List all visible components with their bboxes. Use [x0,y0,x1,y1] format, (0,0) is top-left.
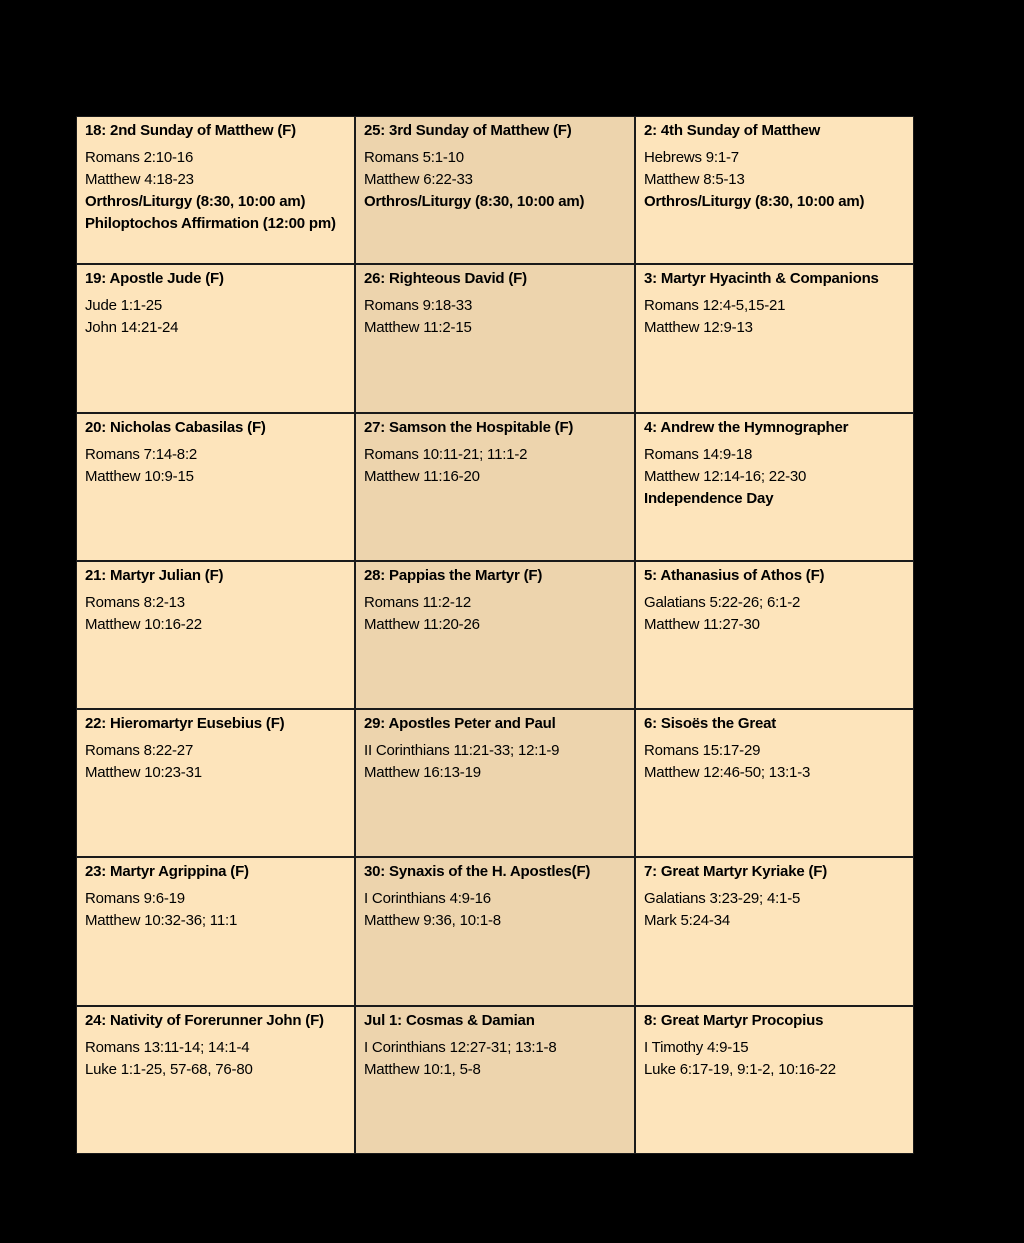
reading-line: I Timothy 4:9-15 [644,1038,749,1056]
calendar-cell [76,709,355,857]
cell-readings [644,295,905,339]
cell-readings [85,295,346,339]
calendar-cell [635,709,914,857]
cell-title: 18: 2nd Sunday of Matthew (F) [85,122,296,139]
reading-line: Matthew 8:5-13 [644,171,745,188]
reading-line: Matthew 11:20-26 [364,615,480,633]
cell-readings [364,1037,626,1081]
reading-line: Jude 1:1-25 [85,297,163,315]
reading-line: Matthew 10:16-22 [85,615,202,633]
reading-line: Romans 8:22-27 [85,742,194,760]
cell-readings [644,740,905,784]
reading-line: Romans 8:2-13 [85,593,185,611]
cell-title: Jul 1: Cosmas & Damian [364,1011,535,1029]
calendar-cell [76,857,355,1005]
reading-line: Matthew 12:14-16; 22-30 [644,467,807,485]
cell-title: 24: Nativity of Forerunner John (F) [85,1011,324,1029]
reading-line: Matthew 11:16-20 [364,467,480,485]
cell-title: 3: Martyr Hyacinth & Companions [644,270,879,288]
calendar-cell [355,709,635,857]
calendar-cell [635,264,914,412]
reading-line: Luke 1:1-25, 57-68, 76-80 [85,1060,253,1078]
reading-line: Matthew 12:9-13 [644,319,753,337]
calendar-cell [635,116,914,264]
reading-line: Matthew 10:1, 5-8 [364,1060,481,1078]
reading-line: Romans 13:11-14; 14:1-4 [85,1038,250,1056]
cell-readings [364,444,626,488]
reading-line: Galatians 5:22-26; 6:1-2 [644,593,801,611]
reading-line: Romans 10:11-21; 11:1-2 [364,445,528,463]
reading-line: Matthew 11:2-15 [364,319,472,337]
reading-line: Matthew 12:46-50; 13:1-3 [644,764,811,782]
reading-line: John 14:21-24 [85,319,179,337]
cell-title: 19: Apostle Jude (F) [85,270,224,288]
cell-readings [364,147,626,213]
reading-line: Romans 14:9-18 [644,445,753,463]
cell-readings [364,888,626,932]
calendar-cell [76,264,355,412]
cell-title: 28: Pappias the Martyr (F) [364,566,543,584]
calendar-cell [355,413,635,561]
calendar-cell [355,561,635,709]
cell-readings [85,888,346,932]
reading-line: Matthew 10:32-36; 11:1 [85,912,238,930]
cell-readings [644,444,905,510]
calendar-cell [355,264,635,412]
cell-title: 8: Great Martyr Procopius [644,1011,824,1029]
calendar-grid [75,115,913,1155]
cell-title: 22: Hieromartyr Eusebius (F) [85,715,285,733]
cell-title: 2: 4th Sunday of Matthew [644,122,821,139]
calendar-cell [355,1006,635,1154]
cell-title: 26: Righteous David (F) [364,270,527,288]
cell-title: 25: 3rd Sunday of Matthew (F) [364,122,572,139]
cell-title: 29: Apostles Peter and Paul [364,715,556,733]
reading-line: Mark 5:24-34 [644,912,730,930]
calendar-cell [355,857,635,1005]
cell-title: 5: Athanasius of Athos (F) [644,566,825,584]
cell-title: 4: Andrew the Hymnographer [644,418,849,436]
cell-title: 20: Nicholas Cabasilas (F) [85,418,266,436]
cell-readings [85,444,346,488]
reading-line: II Corinthians 11:21-33; 12:1-9 [364,742,560,760]
reading-line: Matthew 4:18-23 [85,171,194,188]
service-note: Orthros/Liturgy (8:30, 10:00 am) [85,193,306,210]
reading-line: Romans 11:2-12 [364,593,471,611]
calendar-cell [635,413,914,561]
cell-title: 23: Martyr Agrippina (F) [85,863,249,881]
service-note: Orthros/Liturgy (8:30, 10:00 am) [644,193,865,210]
reading-line: Romans 7:14-8:2 [85,445,198,463]
cell-title: 27: Samson the Hospitable (F) [364,418,574,436]
calendar-cell [635,1006,914,1154]
cell-title: 7: Great Martyr Kyriake (F) [644,863,828,881]
reading-line: Matthew 11:27-30 [644,615,760,633]
reading-line: Matthew 6:22-33 [364,171,473,188]
cell-readings [85,1037,346,1081]
reading-line: Romans 9:6-19 [85,890,185,908]
service-note: Independence Day [644,489,774,507]
service-note: Orthros/Liturgy (8:30, 10:00 am) [364,193,585,210]
cell-title: 30: Synaxis of the H. Apostles(F) [364,863,591,881]
reading-line: Romans 5:1-10 [364,149,464,166]
cell-readings [85,740,346,784]
cell-readings [85,147,346,235]
reading-line: Romans 2:10-16 [85,149,194,166]
reading-line: Matthew 10:23-31 [85,764,202,782]
cell-readings [364,740,626,784]
cell-title: 6: Sisoës the Great [644,715,777,733]
cell-readings [364,295,626,339]
calendar-cell [355,116,635,264]
reading-line: Matthew 9:36, 10:1-8 [364,912,501,930]
cell-readings [85,592,346,636]
calendar-cell [76,1006,355,1154]
cell-readings [644,592,905,636]
calendar-cell [76,413,355,561]
reading-line: I Corinthians 4:9-16 [364,890,491,908]
cell-readings [644,147,905,213]
reading-line: Galatians 3:23-29; 4:1-5 [644,890,801,908]
reading-line: Romans 9:18-33 [364,297,473,315]
reading-line: Romans 12:4-5,15-21 [644,297,786,315]
cell-readings [644,888,905,932]
reading-line: Luke 6:17-19, 9:1-2, 10:16-22 [644,1060,836,1078]
reading-line: Matthew 10:9-15 [85,467,194,485]
reading-line: Matthew 16:13-19 [364,764,481,782]
calendar-cell [76,561,355,709]
calendar-cell [76,116,355,264]
cell-title: 21: Martyr Julian (F) [85,566,224,584]
cell-readings [364,592,626,636]
cell-readings [644,1037,905,1081]
reading-line: Hebrews 9:1-7 [644,149,739,166]
service-note: Philoptochos Affirmation (12:00 pm) [85,215,336,232]
reading-line: Romans 15:17-29 [644,742,761,760]
reading-line: I Corinthians 12:27-31; 13:1-8 [364,1038,557,1056]
calendar-cell [635,857,914,1005]
calendar-cell [635,561,914,709]
